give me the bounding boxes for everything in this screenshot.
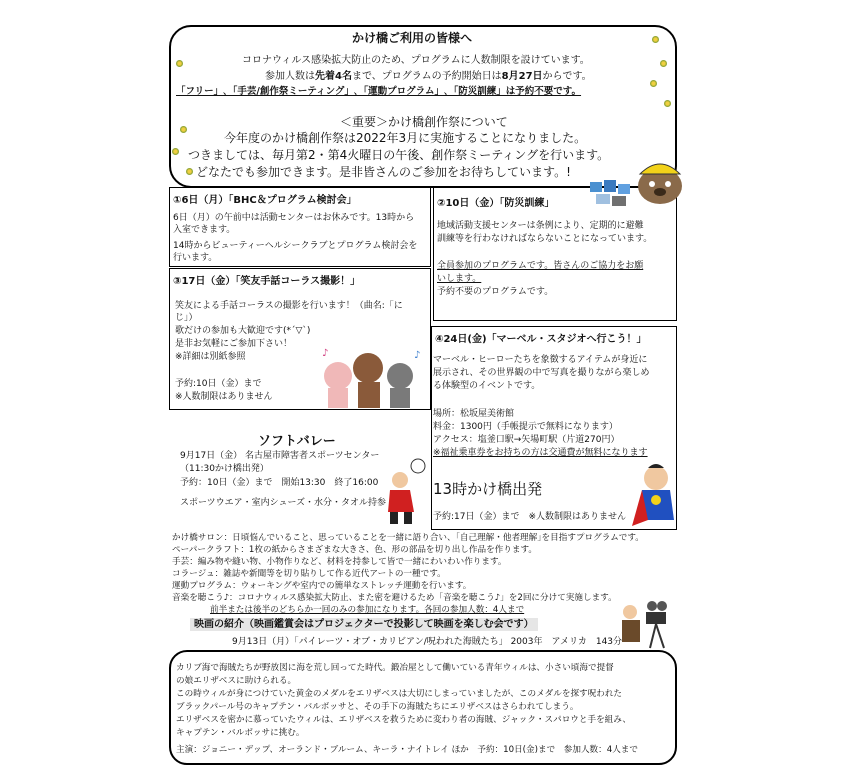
vine-dot [650, 80, 657, 87]
volleyball-line: スポーツウエア・室内シューズ・水分・タオル持参 [180, 498, 387, 508]
event-17-line: じ」） [175, 313, 198, 323]
event-10-line: いします。 [437, 274, 482, 284]
event-17-line: 笑友による手話コーラスの撮影を行います！（曲名:「に [175, 301, 403, 311]
vine-dot [664, 100, 671, 107]
program-line: コラージュ：雑誌や新聞等を切り貼りして作る近代アートの一種です。 [172, 569, 446, 579]
program-line: 前半または後半のどちらか一回のみの参加になります。各回の参加人数：4人まで [210, 605, 525, 615]
volleyball-line: （11:30かけ橋出発） [180, 464, 269, 474]
event-24-line: 場所：松坂屋美術館 [433, 409, 515, 419]
movie-line: この時ウィルが身につけていた黄金のメダルをエリザベスは大切にしまっていましたが、このメダルを探す呪われた [176, 689, 623, 699]
event-10-line: 地域活動支援センターは条例により、定期的に避難 [437, 221, 644, 231]
movie-line: エリザベスを密かに慕っていたウィルは、エリザベスを救うために変わり者の海賊、ジャック・スパロウと手を組み、 [176, 715, 631, 725]
notice-line-7: どなたでも参加できます。是非皆さんのご参加をお待ちしています。! [196, 165, 571, 179]
event-10-line: 予約不要のプログラムです。 [437, 287, 554, 297]
event-24-line: 予約:17日（金）まで ※人数制限はありません [433, 512, 627, 522]
event-24-line: マーベル・ヒーローたちを象徴するアイテムが身近に [433, 355, 648, 365]
event-24-departure: 13時かけ橋出発 [433, 480, 543, 498]
superhero-illustration [628, 460, 684, 530]
notice-title: かけ橋ご利用の皆様へ [352, 31, 473, 45]
program-line: 運動プログラム：ウォーキングや室内での簡単なストレッチ運動を行います。 [172, 581, 472, 591]
vine-dot [652, 36, 659, 43]
event-17-line: 歌だけの参加も大歓迎です(*´▽`) [175, 326, 311, 336]
event-24-title: ④24日(金)「マーベル・スタジオへ行こう！」 [435, 334, 647, 345]
event-6-line: 行います。 [173, 253, 218, 263]
event-17-line: ※人数制限はありません [175, 392, 273, 402]
vine-dot [660, 60, 667, 67]
event-24-line: ※福祉乗車券をお持ちの方は交通費が無料になります [433, 448, 648, 458]
volleyball-line: 9月17日（金） 名古屋市障害者スポーツセンター [180, 451, 380, 461]
volleyball-line: 予約：10日（金）まで 開始13:30 終了16:00 [180, 478, 379, 488]
event-24-line: アクセス：塩釜口駅→矢場町駅（片道270円） [433, 435, 620, 445]
volleyball-player-illustration [378, 456, 430, 526]
event-17-line: 是非お気軽にご参加下さい！ [175, 339, 293, 349]
animal-choir-illustration [318, 346, 424, 410]
event-24-line: 展示され、その世界観の中で写真を撮りながら楽しめ [433, 368, 650, 378]
program-line: かけ橋サロン：日頃悩んでいること、思っていることを一緒に語り合い、｢自己理解・他者理解｣を目指すプログラムです。 [172, 533, 644, 543]
movie-header: 映画の紹介（映画鑑賞会はプロジェクターで投影して映画を楽しむ会です） [190, 618, 538, 631]
movie-line: キャプテン・バルボッサに挑む。 [176, 728, 305, 738]
notice-line-2: 参加人数は先着4名まで、プログラムの予約開始日は8月27日からです。 [265, 71, 592, 82]
movie-line: 主演：ジョニー・デップ、オーランド・ブルーム、キーラ・ナイトレイ ほか 予約：10日(金)まで 参加人数：4人まで [176, 745, 638, 755]
event-17-line: 予約:10日（金）まで [175, 379, 262, 389]
event-17-line: ※詳細は別紙参照 [175, 352, 246, 362]
raccoon-helmet-illustration [630, 150, 690, 210]
event-24-line: る体験型のイベントです。 [433, 381, 541, 391]
program-line: ペーパークラフト：1枚の紙からさまざまな大きさ、色、形の部品を切り出し作品を作ります。 [172, 545, 537, 555]
notice-line-3: 「フリー」､「手芸/創作祭ミーティング」､「運動プログラム」､「防災訓練」は予約不要です。 [176, 86, 582, 97]
movie-line: カリブ海で海賊たちが野放図に海を荒し回ってた時代。鍛冶屋として働いている青年ウィルは、小さい頃海で提督 [176, 663, 614, 673]
svg-text:♪: ♪ [322, 348, 329, 359]
movie-camera-illustration [614, 598, 676, 650]
svg-text:♪: ♪ [414, 350, 421, 361]
program-line: 手芸：編み物や縫い物、小物作りなど、材料を持参して皆で一緒にわいわい作ります。 [172, 557, 507, 567]
event-6-line: 6日（月）の午前中は活動センターはお休みです。13時から [173, 213, 415, 223]
vine-dot [172, 148, 179, 155]
volleyball-title: ソフトバレー [258, 434, 336, 449]
event-6-title: ①6日（月）「BHC＆プログラム検討会」 [173, 195, 357, 206]
movie-line: の娘エリザベスに助けられる。 [176, 676, 297, 686]
movie-info: 9月13日（月）｢パイレーツ・オブ・カリビアン/呪われた海賊たち」 2003年 アメリカ 143分 [232, 637, 623, 647]
event-10-line: 全員参加のプログラムです。皆さんのご協力をお願 [437, 261, 644, 271]
vine-dot [176, 60, 183, 67]
program-line: 音楽を聴こう♪：コロナウィルス感染拡大防止、また密を避けるため「音楽を聴こう♪」を2回に分けて実施します。 [172, 593, 617, 603]
event-6-line: 14時からビューティーヘルシークラブとプログラム検討会を [173, 241, 418, 251]
event-24-line: 料金：1300円（手帳提示で無料になります） [433, 422, 618, 432]
event-10-line: 訓練等を行わなければならないことになっています。 [437, 234, 653, 244]
movie-line: ブラックパール号のキャプテン・バルボッサと、その手下の海賊たちにエリザベスはさらわれてしまう。 [176, 702, 579, 712]
vine-dot [186, 168, 193, 175]
event-10-title: ②10日（金）「防災訓練」 [437, 198, 555, 209]
notice-line-1: コロナウィルス感染拡大防止のため、プログラムに人数制限を設けています。 [242, 55, 590, 66]
event-17-title: ③17日（金）「笑友手話コーラス撮影！」 [173, 276, 361, 287]
notice-line-4: ＜重要＞かけ橋創作祭について [340, 115, 508, 129]
evacuation-icons-illustration [588, 178, 634, 208]
event-6-line: 入室できます。 [173, 225, 236, 235]
notice-line-5: 今年度のかけ橋創作祭は2022年3月に実施することになりました。 [224, 131, 587, 145]
vine-dot [180, 126, 187, 133]
notice-line-6: つきましては、毎月第2・第4火曜日の午後、創作祭ミーティングを行います。 [188, 148, 610, 162]
